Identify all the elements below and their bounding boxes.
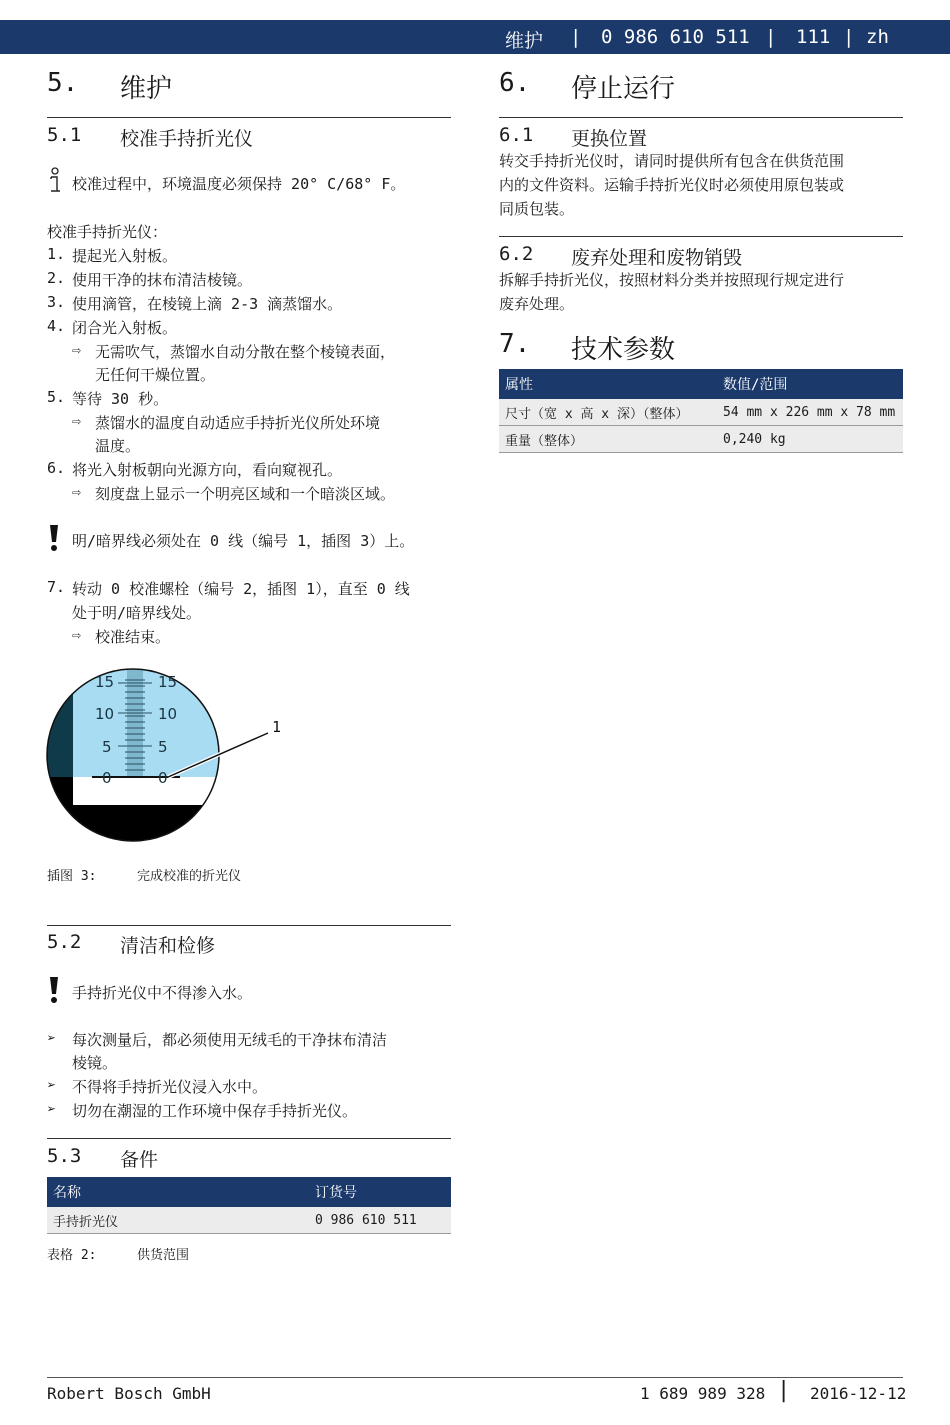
steps-intro: 校准手持折光仪： xyxy=(47,223,168,241)
table-cell: 手持折光仪 xyxy=(47,1207,309,1234)
step-number: 7. xyxy=(47,578,66,596)
info-icon xyxy=(47,167,65,195)
section-6-1-title: 更换位置 xyxy=(571,128,648,150)
table-header-cell: 属性 xyxy=(499,369,717,399)
table-cell: 重量（整体） xyxy=(499,426,717,453)
footer-doc-number: 1 689 989 328 xyxy=(640,1384,766,1403)
step-text: 使用滴管，在棱镜上滴 2-3 滴蒸馏水。 xyxy=(72,295,343,313)
step-result: 蒸馏水的温度自动适应手持折光仪所处环境 xyxy=(95,414,381,432)
figure-caption-label: 插图 3: xyxy=(47,869,97,884)
header-separator: | xyxy=(765,26,777,48)
paragraph-line: 转交手持折光仪时，请同时提供所有包含在供货范围 xyxy=(499,152,845,170)
section-5-2-number: 5.2 xyxy=(47,931,82,953)
divider xyxy=(47,1138,451,1139)
step-number: 1. xyxy=(47,245,66,263)
step-text: 转动 0 校准螺栓（编号 2，插图 1），直至 0 线 xyxy=(72,580,410,598)
step-text: 将光入射板朝向光源方向，看向窥视孔。 xyxy=(72,461,343,479)
paragraph-line: 内的文件资料。运输手持折光仪时必须使用原包装或 xyxy=(499,176,845,194)
table-header-cell: 订货号 xyxy=(309,1177,451,1207)
parts-table xyxy=(47,1177,451,1234)
section-6-title: 停止运行 xyxy=(571,74,676,104)
section-5-2-title: 清洁和检修 xyxy=(120,935,216,957)
callout-label: 1 xyxy=(272,718,282,736)
footer-divider xyxy=(47,1377,903,1378)
step-text: 等待 30 秒。 xyxy=(72,390,169,408)
step-result: 温度。 xyxy=(95,437,141,455)
bullet-text: 每次测量后，都必须使用无绒毛的干净抹布清洁 xyxy=(72,1031,388,1049)
table-row xyxy=(499,399,903,426)
table-cell: 尺寸（宽 x 高 x 深）（整体） xyxy=(499,399,717,426)
table-header-cell: 数值/范围 xyxy=(717,369,903,399)
scale-label: 15 xyxy=(158,673,178,691)
footer-company: Robert Bosch GmbH xyxy=(47,1384,211,1403)
table-cell: 0 986 610 511 xyxy=(309,1207,451,1234)
header-section: 维护 xyxy=(505,30,544,52)
section-6-2-number: 6.2 xyxy=(499,243,534,265)
section-5-3-title: 备件 xyxy=(120,1149,159,1171)
step-result: 刻度盘上显示一个明亮区域和一个暗淡区域。 xyxy=(95,485,396,503)
table-row xyxy=(47,1207,451,1234)
result-arrow-icon: ⇨ xyxy=(72,483,82,501)
table-caption-text: 供货范围 xyxy=(137,1248,190,1263)
bullet-text: 不得将手持折光仪浸入水中。 xyxy=(72,1078,268,1096)
divider xyxy=(499,117,903,118)
scale-label: 5 xyxy=(158,738,168,756)
header-language: zh xyxy=(866,26,889,48)
header-part-number: 0 986 610 511 xyxy=(601,26,750,48)
step-number: 2. xyxy=(47,269,66,287)
table-header-row xyxy=(499,369,903,399)
footer-separator: | xyxy=(777,1378,791,1403)
bullet-text: 棱镜。 xyxy=(72,1054,118,1072)
paragraph-line: 拆解手持折光仪，按照材料分类并按照现行规定进行 xyxy=(499,271,845,289)
warning-text: 明/暗界线必须处在 0 线（编号 1，插图 3）上。 xyxy=(72,532,415,550)
figure-caption-text: 完成校准的折光仪 xyxy=(137,869,242,884)
table-caption-label: 表格 2: xyxy=(47,1248,97,1263)
refractometer-figure xyxy=(40,660,300,850)
header-separator: | xyxy=(570,26,582,48)
spec-table xyxy=(499,369,903,453)
table-header-cell: 名称 xyxy=(47,1177,309,1207)
section-5-number: 5. xyxy=(47,68,79,98)
exclamation-icon xyxy=(47,976,61,1004)
step-number: 4. xyxy=(47,317,66,335)
scale-label: 0 xyxy=(102,769,112,787)
step-result: 校准结束。 xyxy=(95,628,171,646)
bullet-arrow-icon: ➢ xyxy=(47,1029,57,1047)
result-arrow-icon: ⇨ xyxy=(72,341,82,359)
scale-label: 0 xyxy=(158,769,168,787)
step-result: 无需吹气，蒸馏水自动分散在整个棱镜表面， xyxy=(95,343,396,361)
section-5-3-number: 5.3 xyxy=(47,1145,82,1167)
divider xyxy=(47,117,451,118)
header-bar xyxy=(0,20,950,54)
result-arrow-icon: ⇨ xyxy=(72,626,82,644)
divider xyxy=(47,925,451,926)
step-number: 6. xyxy=(47,459,66,477)
step-number: 3. xyxy=(47,293,66,311)
section-7-title: 技术参数 xyxy=(571,335,676,365)
header-separator: | xyxy=(843,26,855,48)
divider xyxy=(499,236,903,237)
scale-label: 10 xyxy=(95,705,115,723)
section-6-1-number: 6.1 xyxy=(499,124,534,146)
section-6-number: 6. xyxy=(499,68,531,98)
step-text: 闭合光入射板。 xyxy=(72,319,178,337)
step-text: 处于明/暗界线处。 xyxy=(72,604,202,622)
scale-label: 15 xyxy=(95,673,115,691)
step-text: 使用干净的抹布清洁棱镜。 xyxy=(72,271,253,289)
step-number: 5. xyxy=(47,388,66,406)
table-cell: 0,240 kg xyxy=(717,426,903,453)
info-note: 校准过程中，环境温度必须保持 20° C/68° F。 xyxy=(72,175,406,193)
bullet-arrow-icon: ➢ xyxy=(47,1076,57,1094)
bullet-arrow-icon: ➢ xyxy=(47,1100,57,1118)
footer-date: 2016-12-12 xyxy=(810,1384,907,1403)
paragraph-line: 废弃处理。 xyxy=(499,295,575,313)
section-5-1-title: 校准手持折光仪 xyxy=(120,128,254,150)
result-arrow-icon: ⇨ xyxy=(72,412,82,430)
warning-text: 手持折光仪中不得渗入水。 xyxy=(72,984,253,1002)
paragraph-line: 同质包装。 xyxy=(499,200,575,218)
scale-label: 10 xyxy=(158,705,178,723)
scale-label: 5 xyxy=(102,738,112,756)
header-page-number: 111 xyxy=(796,26,831,48)
table-cell: 54 mm x 226 mm x 78 mm xyxy=(717,399,903,426)
table-row xyxy=(499,426,903,453)
section-6-2-title: 废弃处理和废物销毁 xyxy=(571,247,743,269)
section-7-number: 7. xyxy=(499,329,531,359)
section-5-title: 维护 xyxy=(120,74,173,104)
table-header-row xyxy=(47,1177,451,1207)
step-text: 提起光入射板。 xyxy=(72,247,178,265)
bullet-text: 切勿在潮湿的工作环境中保存手持折光仪。 xyxy=(72,1102,358,1120)
exclamation-icon xyxy=(47,524,61,552)
step-result: 无任何干燥位置。 xyxy=(95,366,216,384)
section-5-1-number: 5.1 xyxy=(47,124,82,146)
